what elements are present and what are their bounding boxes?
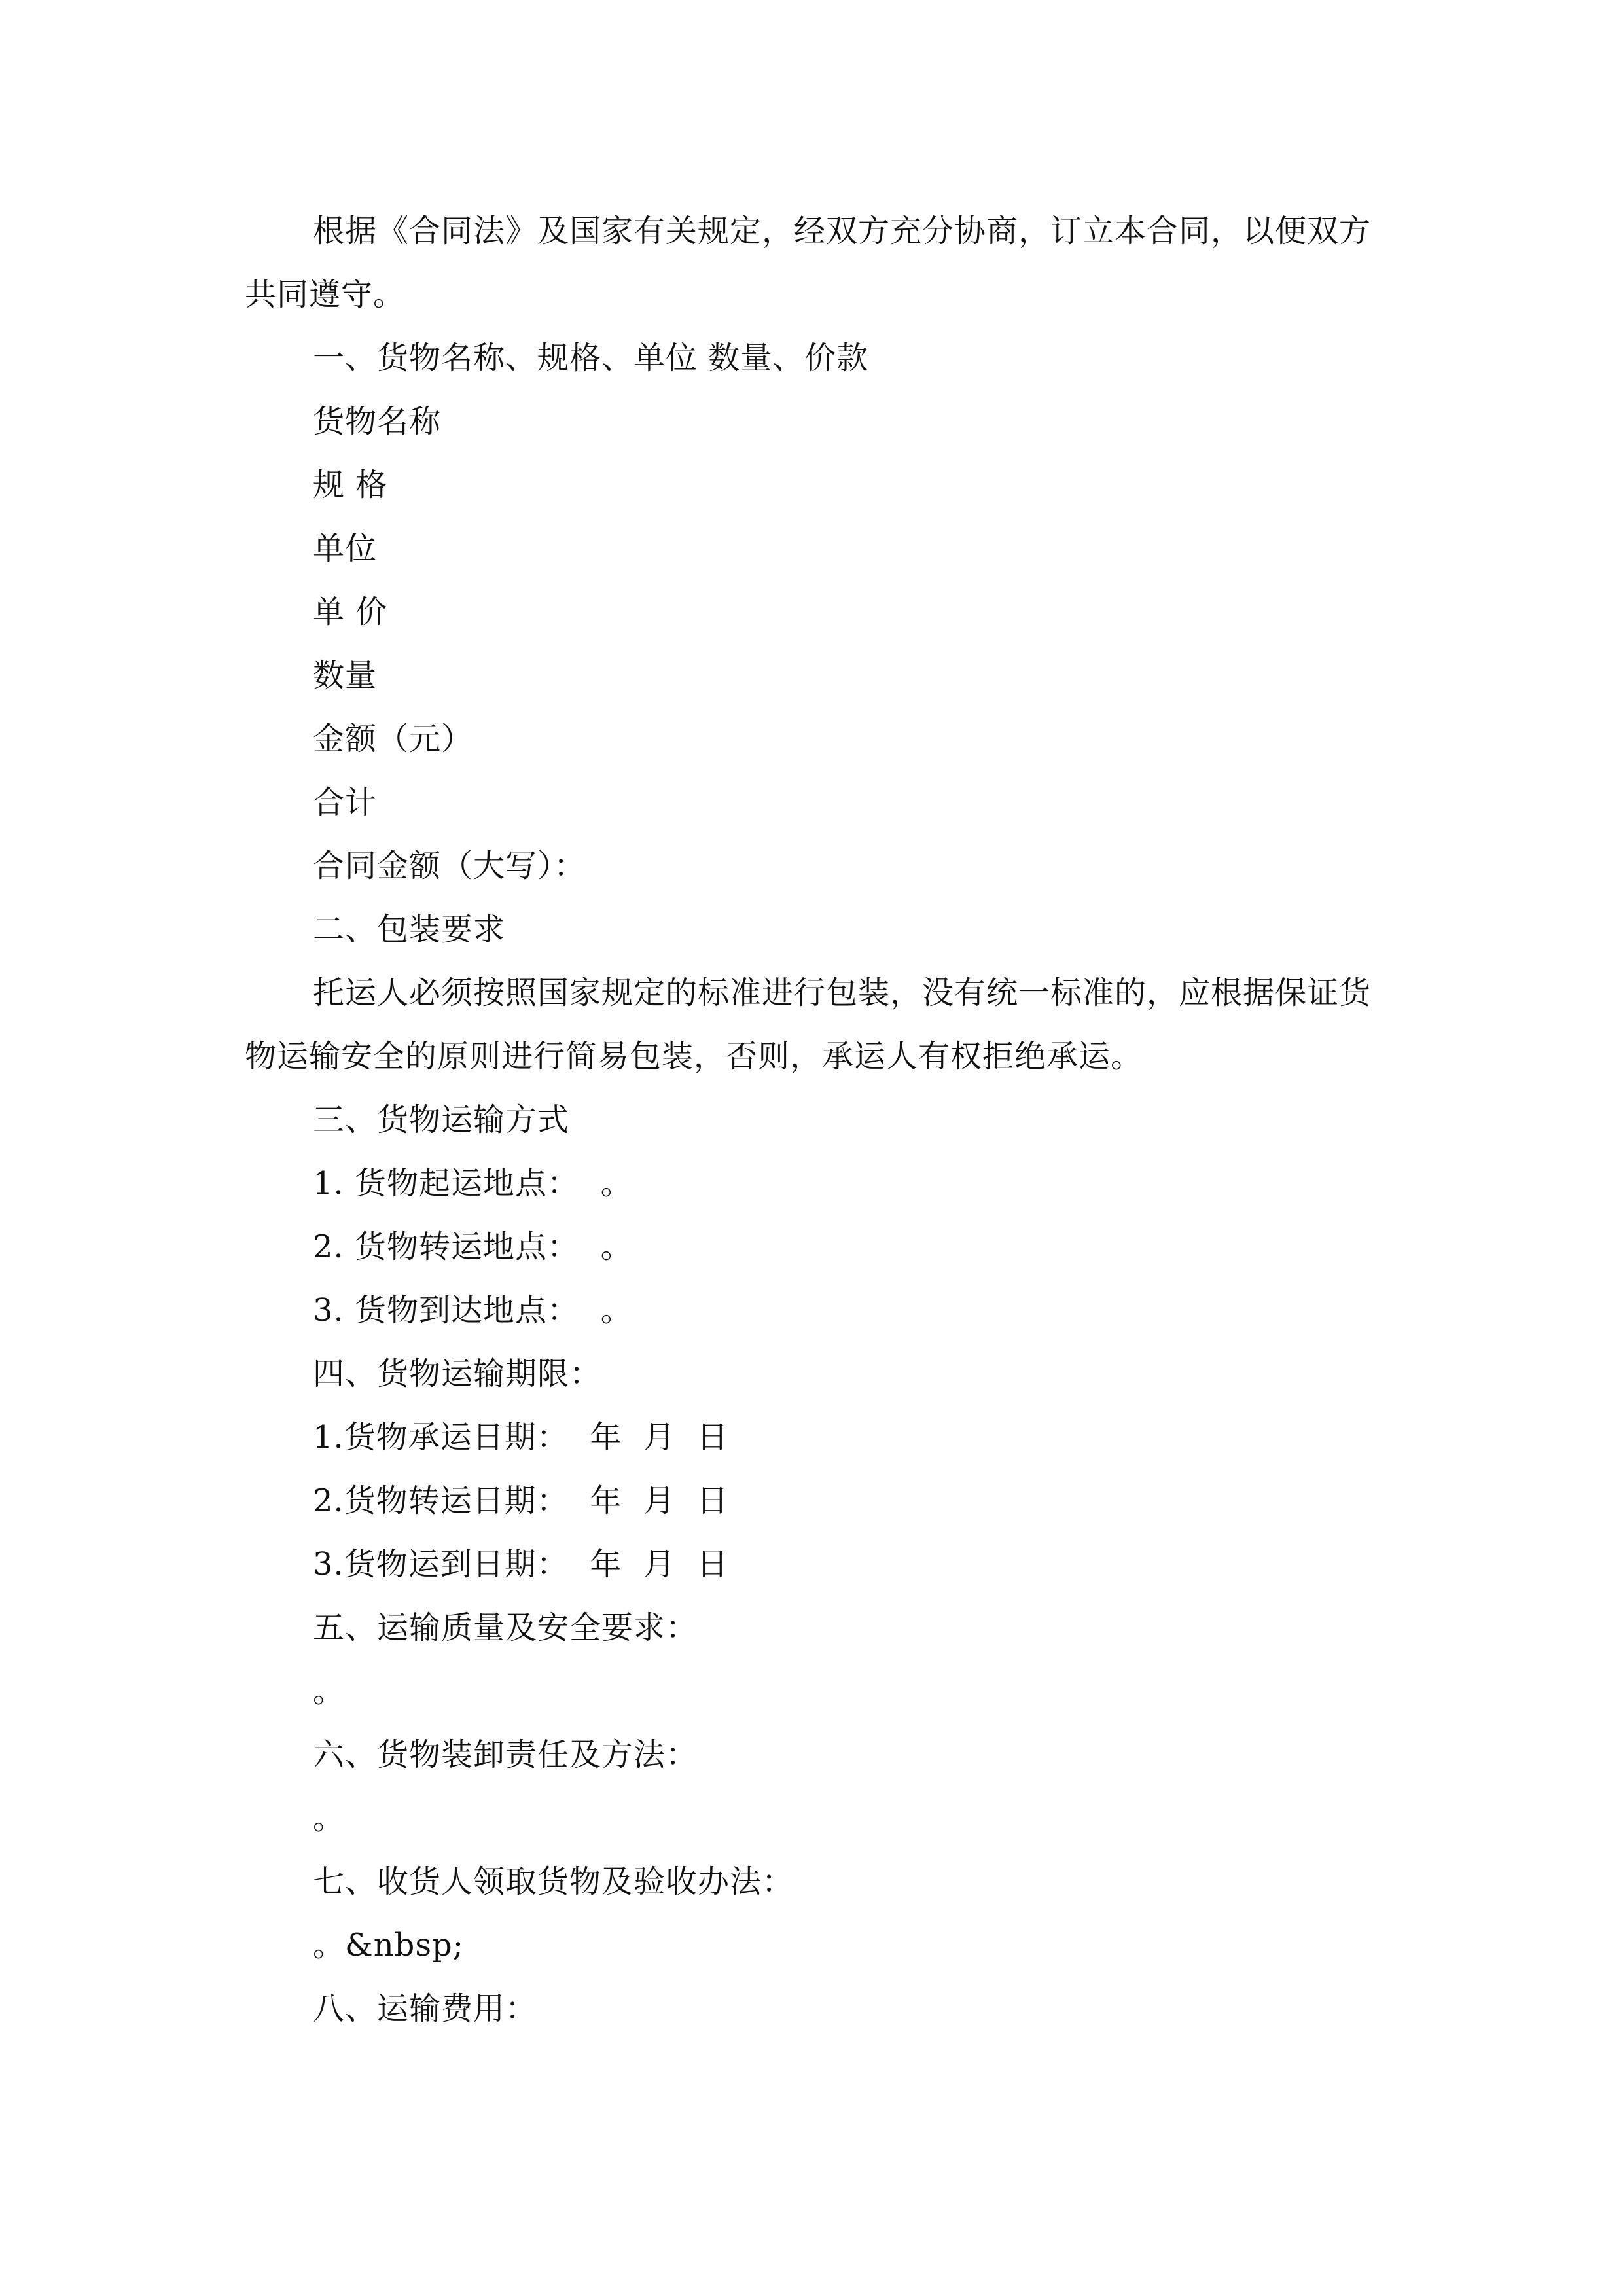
destination-place-line: 3. 货物到达地点： 。 [313,1292,633,1329]
field-quantity: 数量 [313,657,378,694]
intro-paragraph: 根据《合同法》及国家有关规定，经双方充分协商，订立本合同，以便双方共同遵守。 [245,213,1372,313]
section-4-heading: 四、货物运输期限： [313,1355,602,1392]
section-5-heading: 五、运输质量及安全要求： [313,1609,698,1646]
section-8-heading: 八、运输费用： [313,1990,538,2027]
section-2-heading: 二、包装要求 [313,911,506,948]
field-unit-price: 单 价 [313,594,388,630]
shipping-date-line: 1.货物承运日期： 年 月 日 [313,1419,729,1456]
transfer-place-line: 2. 货物转运地点： 。 [313,1229,633,1265]
section-6-heading: 六、货物装卸责任及方法： [313,1736,698,1773]
arrival-date-line: 3.货物运到日期： 年 月 日 [313,1546,729,1583]
packaging-paragraph: 托运人必须按照国家规定的标准进行包装，没有统一标准的，应根据保证货物运输安全的原则进行简易包装，否则，承运人有权拒绝承运。 [245,975,1372,1075]
section-7-heading: 七、收货人领取货物及验收办法： [313,1863,794,1900]
section-5-blank: 。 [313,1673,346,1710]
field-goods-name: 货物名称 [313,403,442,440]
document-body [245,200,1380,2041]
field-unit: 单位 [313,530,378,567]
field-total: 合计 [313,784,378,821]
section-7-blank: 。&nbsp; [313,1927,464,1964]
field-amount: 金额（元） [313,721,474,757]
section-3-heading: 三、货物运输方式 [313,1102,570,1138]
origin-place-line: 1. 货物起运地点： 。 [313,1165,633,1202]
section-1-heading: 一、货物名称、规格、单位 数量、价款 [313,340,869,376]
section-6-blank: 。 [313,1800,346,1837]
field-specification: 规 格 [313,467,388,503]
transfer-date-line: 2.货物转运日期： 年 月 日 [313,1482,729,1519]
field-contract-amount: 合同金额（大写）： [313,848,586,884]
